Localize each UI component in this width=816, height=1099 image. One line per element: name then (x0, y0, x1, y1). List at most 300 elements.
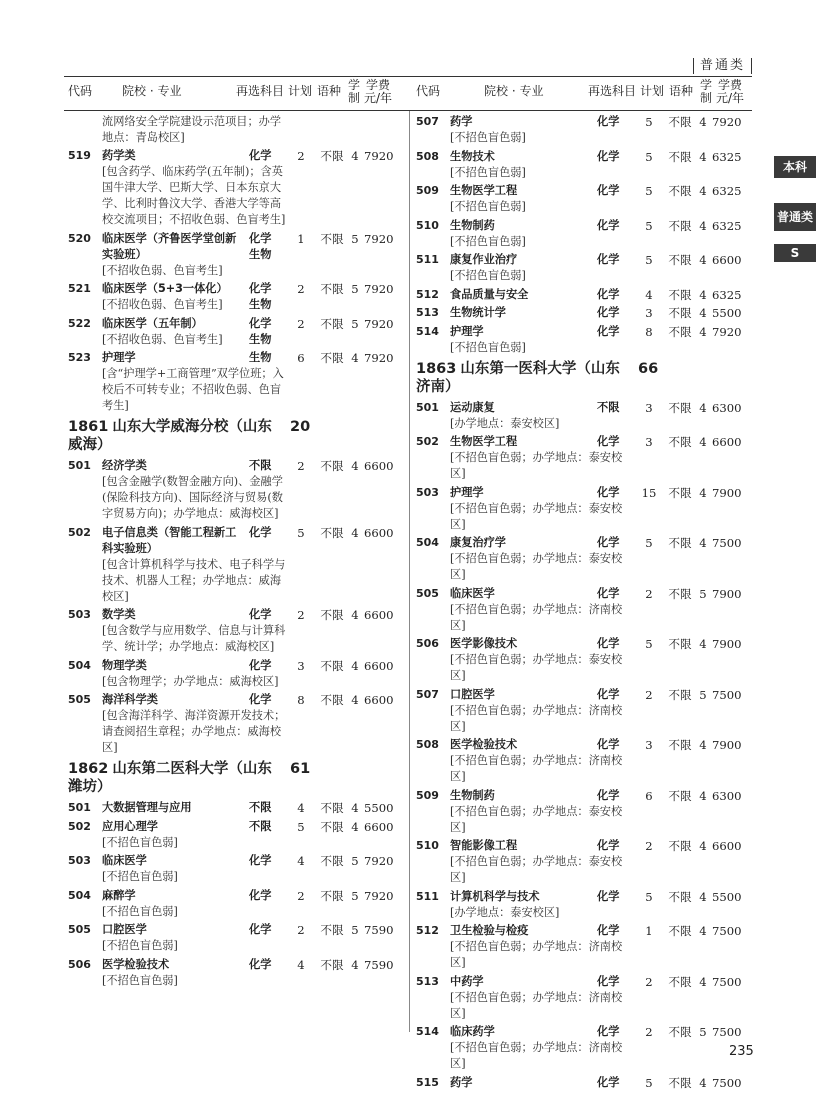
major-row (68, 148, 408, 228)
header-code: 代码 (416, 84, 441, 98)
major-name: 计算机科学与技术 (450, 889, 540, 903)
major-note: [不招收色弱、色盲考生] (102, 298, 223, 311)
major-code: 510 (416, 839, 439, 852)
column-separator (409, 111, 410, 1032)
major-fee: 6600 (364, 608, 394, 622)
major-years: 4 (699, 788, 707, 803)
major-code: 504 (416, 536, 439, 549)
major-note: [含“护理学+工商管理”双学位班；入校后不可转专业；不招收色弱、色盲考生] (102, 367, 284, 412)
major-plan: 5 (645, 889, 653, 904)
major-code: 522 (68, 316, 91, 330)
major-years: 4 (699, 400, 707, 415)
header-school-major: 院校 · 专业 (484, 84, 544, 98)
major-language: 不限 (320, 693, 344, 707)
major-row (68, 350, 408, 414)
major-plan: 3 (297, 658, 305, 673)
major-name: 经济学类 (102, 459, 147, 472)
major-name: 运动康复 (450, 400, 495, 414)
major-subjects: 不限 (597, 400, 620, 414)
major-plan: 2 (297, 316, 305, 331)
major-plan: 5 (645, 115, 653, 129)
major-subjects: 化学 (597, 924, 620, 937)
major-language: 不限 (668, 324, 692, 339)
major-language: 不限 (668, 287, 692, 302)
major-plan: 2 (297, 923, 305, 937)
major-code: 505 (416, 586, 439, 600)
major-years: 4 (351, 525, 359, 540)
major-row (416, 636, 756, 684)
major-plan: 5 (645, 536, 653, 550)
major-plan: 5 (297, 819, 305, 834)
major-code: 513 (416, 306, 439, 319)
major-subjects: 化学 (597, 149, 620, 163)
major-subjects: 化学 (597, 637, 620, 650)
major-language: 不限 (320, 658, 344, 673)
major-code: 503 (416, 485, 439, 499)
major-plan: 8 (297, 693, 305, 707)
major-years: 4 (699, 974, 707, 989)
note-continued: 流网络安全学院建设示范项目；办学地点：青岛校区] (102, 115, 282, 144)
header-fee: 学费 元/年 (364, 78, 393, 105)
major-name: 临床医学（5+3一体化） (102, 282, 228, 295)
major-years: 5 (351, 923, 359, 937)
major-language: 不限 (320, 459, 344, 473)
major-years: 4 (699, 218, 707, 233)
major-name: 生物制药 (450, 218, 495, 232)
major-row (416, 183, 756, 215)
major-name: 药学 (450, 115, 473, 128)
school-plan: 66 (638, 360, 659, 377)
major-name: 生物医学工程 (450, 435, 518, 448)
major-language: 不限 (320, 282, 344, 296)
major-note: [包含计算机科学与技术、电子科学与技术、机器人工程；办学地点：威海校区] (102, 557, 286, 603)
major-name: 中药学 (450, 974, 484, 988)
major-note: [不招色盲色弱] (450, 269, 526, 282)
major-language: 不限 (320, 854, 344, 868)
major-code: 508 (416, 738, 439, 751)
major-note: [不招色盲色弱；办学地点：泰安校区] (450, 653, 623, 682)
right-column (416, 114, 756, 1093)
major-note: [不招色盲色弱；办学地点：泰安校区] (450, 804, 623, 834)
major-years: 4 (699, 889, 707, 904)
major-note: [不招色盲色弱] (102, 870, 178, 883)
major-language: 不限 (320, 351, 344, 365)
major-note: [不招色盲色弱；办学地点：济南校区] (450, 602, 623, 632)
left-column (68, 114, 408, 991)
major-note: [不招色盲色弱] (450, 200, 526, 213)
major-fee: 7920 (364, 282, 394, 296)
major-row (416, 737, 756, 785)
major-plan: 2 (297, 149, 305, 163)
major-plan: 2 (645, 1025, 653, 1039)
header-school-major: 院校 · 专业 (122, 84, 182, 98)
major-fee: 6600 (364, 819, 394, 834)
major-years: 4 (699, 536, 707, 550)
major-fee: 7500 (712, 1025, 742, 1039)
major-plan: 2 (645, 586, 653, 601)
major-name: 生物技术 (450, 149, 495, 163)
major-subjects: 化学 生物 (249, 316, 272, 346)
major-subjects: 化学 (249, 957, 272, 971)
major-code: 523 (68, 351, 91, 364)
major-plan: 4 (297, 854, 305, 868)
major-code: 515 (416, 1075, 439, 1089)
major-note: [不招色盲色弱；办学地点：济南校区] (450, 940, 623, 969)
major-code: 501 (416, 400, 439, 414)
major-language: 不限 (320, 923, 344, 937)
major-language: 不限 (320, 149, 344, 163)
major-row (416, 687, 756, 735)
header-lang: 语种 (669, 84, 694, 98)
major-subjects: 化学 生物 (249, 231, 272, 261)
major-name: 卫生检验与检疫 (450, 924, 529, 937)
major-code: 509 (416, 184, 439, 197)
major-name: 物理学类 (102, 658, 147, 672)
major-language: 不限 (320, 608, 344, 622)
major-name: 大数据管理与应用 (102, 801, 192, 814)
major-years: 4 (699, 485, 707, 500)
major-name: 护理学 (450, 324, 484, 338)
major-plan: 2 (297, 888, 305, 903)
major-note: [不招色盲色弱] (450, 165, 526, 179)
major-subjects: 化学 (597, 287, 620, 301)
header-lang: 语种 (317, 84, 342, 98)
major-row (416, 434, 756, 482)
major-fee: 7500 (712, 536, 742, 550)
major-code: 519 (68, 149, 91, 162)
major-plan: 5 (645, 149, 653, 164)
major-language: 不限 (320, 801, 344, 815)
major-fee: 7920 (364, 231, 394, 246)
major-name: 护理学 (102, 351, 136, 364)
major-language: 不限 (668, 637, 692, 651)
major-note: [不招色盲色弱；办学地点：济南校区] (450, 703, 623, 733)
major-subjects: 化学 (597, 788, 620, 802)
major-subjects: 化学 (597, 586, 620, 600)
major-fee: 7500 (712, 974, 742, 989)
major-note: [不招色盲色弱] (102, 939, 178, 952)
major-subjects: 化学 (249, 888, 272, 902)
major-language: 不限 (668, 687, 692, 702)
major-language: 不限 (668, 536, 692, 550)
major-language: 不限 (668, 253, 692, 267)
school-title: 山东第一医科大学（山东济南） (416, 360, 620, 395)
major-name: 数学类 (102, 608, 136, 621)
major-plan: 5 (645, 1075, 653, 1090)
major-name: 康复治疗学 (450, 536, 506, 549)
major-note: [不招色盲色弱；办学地点：济南校区] (450, 990, 623, 1020)
school-name (64, 418, 273, 454)
major-note: [不招收色弱、色盲考生] (102, 263, 223, 277)
major-years: 4 (351, 819, 359, 834)
major-row (416, 586, 756, 634)
major-code: 506 (416, 637, 439, 650)
major-years: 4 (699, 1075, 707, 1090)
major-row (416, 485, 756, 533)
major-row (416, 1024, 756, 1072)
major-note: [不招色盲色弱] (102, 835, 178, 849)
major-row (68, 458, 408, 522)
major-years: 4 (699, 184, 707, 198)
major-code: 521 (68, 282, 91, 295)
major-subjects: 化学 (597, 485, 620, 499)
major-fee: 6600 (364, 658, 394, 673)
major-note: [办学地点：泰安校区] (450, 416, 560, 430)
major-row (416, 923, 756, 971)
major-row (68, 231, 408, 279)
major-plan: 6 (645, 788, 653, 803)
major-years: 4 (699, 924, 707, 938)
school-title: 山东大学威海分校（山东威海） (68, 419, 272, 453)
major-plan: 1 (645, 924, 653, 938)
side-tab-s[interactable]: S (774, 244, 816, 262)
major-row (416, 114, 756, 146)
major-name: 临床医学（五年制） (102, 316, 203, 330)
major-name: 临床医学 (450, 586, 495, 600)
header-subjects: 再选科目 (588, 84, 637, 98)
major-name: 临床医学 (102, 854, 147, 867)
major-years: 4 (351, 658, 359, 673)
major-fee: 7900 (712, 738, 742, 752)
major-years: 4 (699, 306, 707, 320)
column-header-left (64, 78, 408, 108)
major-years: 4 (699, 738, 707, 752)
major-language: 不限 (320, 525, 344, 540)
major-years: 5 (351, 282, 359, 296)
major-subjects: 生物 (249, 351, 272, 364)
major-years: 5 (351, 316, 359, 331)
major-name: 医学影像技术 (450, 637, 518, 650)
major-language: 不限 (668, 184, 692, 198)
major-fee: 7900 (712, 485, 742, 500)
major-language: 不限 (668, 889, 692, 904)
major-name: 应用心理学 (102, 819, 158, 833)
major-note: [不招色盲色弱] (102, 973, 178, 987)
major-years: 5 (699, 687, 707, 702)
major-code: 520 (68, 231, 91, 245)
major-fee: 6600 (364, 459, 394, 473)
major-name: 药学类 (102, 149, 136, 162)
major-years: 4 (351, 351, 359, 365)
major-row (416, 149, 756, 181)
major-fee: 7920 (364, 888, 394, 903)
major-fee: 6325 (712, 218, 742, 233)
major-code: 502 (68, 525, 91, 539)
major-years: 5 (699, 1025, 707, 1039)
major-plan: 5 (645, 184, 653, 198)
major-fee: 6325 (712, 287, 742, 302)
major-years: 4 (351, 149, 359, 163)
major-fee: 6600 (364, 525, 394, 540)
major-years: 4 (699, 149, 707, 164)
school-code: 1863 (416, 360, 457, 377)
major-row (416, 324, 756, 356)
major-fee: 6325 (712, 184, 742, 198)
major-years: 4 (351, 801, 359, 815)
major-note: [不招色盲色弱；办学地点：泰安校区] (450, 552, 623, 581)
school-code: 1862 (68, 761, 109, 777)
major-row (416, 974, 756, 1022)
major-subjects: 化学 (597, 306, 620, 319)
major-row (416, 788, 756, 836)
major-language: 不限 (668, 115, 692, 129)
major-subjects: 化学 (597, 536, 620, 549)
major-language: 不限 (320, 957, 344, 972)
major-subjects: 化学 (597, 839, 620, 852)
side-tab-undergrad[interactable]: 本科 (774, 156, 816, 178)
major-language: 不限 (668, 218, 692, 233)
major-row (416, 287, 756, 303)
major-row (416, 218, 756, 250)
major-language: 不限 (668, 788, 692, 803)
major-years: 4 (699, 324, 707, 339)
major-note: [包含数学与应用数学、信息与计算科学、统计学；办学地点：威海校区] (102, 624, 286, 653)
major-row (68, 819, 408, 851)
major-row (68, 525, 408, 605)
school-header (64, 418, 408, 454)
major-row (416, 252, 756, 284)
major-note: [不招色盲色弱] (450, 131, 526, 144)
major-fee: 6600 (712, 839, 742, 853)
major-language: 不限 (320, 231, 344, 246)
header-years: 学 制 (348, 78, 361, 105)
major-fee: 7920 (712, 115, 742, 129)
side-tab-general[interactable]: 普通类 (774, 203, 816, 231)
major-plan: 8 (645, 324, 653, 339)
major-plan: 2 (297, 282, 305, 296)
major-subjects: 化学 (597, 324, 620, 338)
major-code: 508 (416, 149, 439, 163)
major-code: 509 (416, 788, 439, 802)
major-plan: 2 (645, 687, 653, 702)
major-code: 514 (416, 324, 439, 338)
header-years: 学 制 (700, 78, 713, 105)
major-row (68, 957, 408, 989)
school-name (412, 360, 621, 396)
major-note: [不招色盲色弱；办学地点：泰安校区] (450, 451, 623, 480)
major-name: 智能影像工程 (450, 839, 518, 852)
header-rule-top (64, 76, 752, 77)
category-tag: 普通类 (693, 58, 752, 74)
major-years: 4 (699, 115, 707, 129)
major-row (416, 889, 756, 921)
major-subjects: 化学 (597, 184, 620, 197)
major-plan: 4 (645, 287, 653, 302)
major-subjects: 化学 (597, 687, 620, 701)
major-language: 不限 (668, 400, 692, 415)
major-subjects: 不限 (249, 819, 272, 833)
major-fee: 6325 (712, 149, 742, 164)
major-name: 药学 (450, 1075, 473, 1089)
major-plan: 5 (645, 218, 653, 233)
major-name: 生物制药 (450, 788, 495, 802)
major-plan: 3 (645, 306, 653, 320)
major-note: [不招收色弱、色盲考生] (102, 332, 223, 346)
major-language: 不限 (668, 435, 692, 449)
major-note: [不招色盲色弱；办学地点：济南校区] (450, 754, 623, 783)
major-code: 503 (68, 854, 91, 867)
school-code: 1861 (68, 419, 109, 435)
major-plan: 2 (645, 974, 653, 989)
major-plan: 5 (645, 637, 653, 651)
header-rule-bottom (64, 110, 752, 111)
major-row (68, 800, 408, 816)
major-years: 5 (351, 854, 359, 868)
major-name: 海洋科学类 (102, 693, 158, 706)
major-subjects: 化学 (597, 253, 620, 266)
major-fee: 5500 (364, 801, 394, 815)
major-plan: 5 (297, 525, 305, 540)
major-plan: 3 (645, 400, 653, 415)
major-language: 不限 (668, 924, 692, 938)
major-row (416, 838, 756, 886)
header-plan: 计划 (288, 84, 313, 98)
major-years: 5 (699, 586, 707, 601)
major-language: 不限 (668, 485, 692, 500)
major-name: 麻醉学 (102, 888, 136, 902)
major-name: 临床药学 (450, 1025, 495, 1038)
major-subjects: 化学 (597, 1025, 620, 1038)
major-code: 503 (68, 608, 91, 621)
major-name: 生物统计学 (450, 306, 506, 319)
major-row (68, 281, 408, 313)
major-note: [包含金融学(数智金融方向)、金融学(保险科技方向)、国际经济与贸易(数字贸易方向)；办学地点：威海校区] (102, 475, 283, 520)
major-code: 510 (416, 218, 439, 232)
major-code: 507 (416, 115, 439, 128)
major-plan: 4 (297, 957, 305, 972)
major-name: 医学检验技术 (102, 957, 170, 971)
major-fee: 7590 (364, 923, 394, 937)
major-note: [不招色盲色弱] (450, 234, 526, 248)
major-fee: 7900 (712, 586, 742, 601)
major-years: 4 (699, 287, 707, 302)
major-plan: 2 (645, 839, 653, 853)
major-plan: 4 (297, 801, 305, 815)
major-code: 512 (416, 924, 439, 937)
major-language: 不限 (668, 974, 692, 989)
major-fee: 7920 (364, 316, 394, 331)
major-note: [包含海洋科学、海洋资源开发技术；请查阅招生章程；办学地点：威海校区] (102, 709, 286, 754)
major-name: 临床医学（齐鲁医学堂创新实验班） (102, 231, 237, 261)
major-code: 506 (68, 957, 91, 971)
major-plan: 3 (645, 435, 653, 449)
major-row (416, 1075, 756, 1091)
major-row (68, 922, 408, 954)
major-row (416, 535, 756, 583)
major-language: 不限 (320, 819, 344, 834)
major-years: 5 (351, 888, 359, 903)
major-code: 507 (416, 687, 439, 701)
major-name: 生物医学工程 (450, 184, 518, 197)
major-subjects: 化学 (597, 738, 620, 751)
major-row (416, 400, 756, 432)
major-language: 不限 (668, 738, 692, 752)
major-language: 不限 (668, 586, 692, 601)
major-years: 5 (351, 231, 359, 246)
major-language: 不限 (320, 888, 344, 903)
major-subjects: 化学 (249, 658, 272, 672)
major-years: 4 (699, 637, 707, 651)
major-note: [包含物理学；办学地点：威海校区] (102, 674, 279, 688)
major-note: [不招色盲色弱] (102, 904, 178, 918)
major-code: 502 (68, 819, 91, 833)
major-years: 4 (351, 693, 359, 707)
major-name: 食品质量与安全 (450, 287, 529, 301)
header-subjects: 再选科目 (236, 84, 285, 98)
column-header-right (412, 78, 756, 108)
major-subjects: 不限 (249, 801, 272, 814)
major-row (68, 888, 408, 920)
